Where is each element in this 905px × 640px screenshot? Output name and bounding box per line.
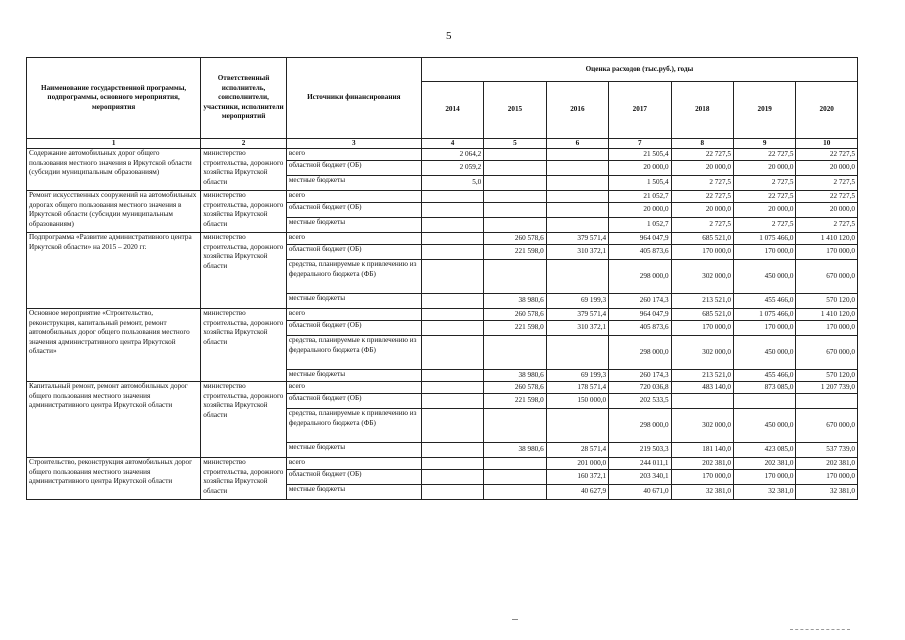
amount-cell (421, 218, 483, 233)
header-column-numbers (27, 139, 858, 149)
amount-cell: 244 011,1 (609, 458, 671, 470)
amount-cell: 69 199,3 (546, 370, 608, 382)
scan-mark (790, 629, 850, 631)
amount-cell: 170 000,0 (671, 321, 733, 336)
amount-cell (421, 409, 483, 443)
amount-cell: 170 000,0 (796, 470, 858, 485)
header-source: Источники финансирования (286, 58, 421, 139)
activity-name: Основное мероприятие «Строительство, реконструкция, капитальный ремонт, ремонт автомобильных дорог общего пользования местного значения административного центра Иркутской области» (27, 309, 201, 382)
amount-cell (484, 176, 546, 191)
amount-cell (546, 409, 608, 443)
amount-cell (484, 409, 546, 443)
funding-source: всего (286, 233, 421, 245)
responsible-executor: министерство строительства, дорожного хозяйства Иркутской области (201, 309, 287, 382)
amount-cell (484, 260, 546, 294)
table-row (27, 309, 858, 321)
amount-cell (546, 260, 608, 294)
amount-cell: 28 571,4 (546, 443, 608, 458)
amount-cell (421, 370, 483, 382)
amount-cell (421, 458, 483, 470)
funding-source: областной бюджет (ОБ) (286, 321, 421, 336)
amount-cell (484, 191, 546, 203)
amount-cell: 405 873,6 (609, 245, 671, 260)
amount-cell: 1 075 466,0 (733, 233, 795, 245)
table-row (27, 458, 858, 470)
amount-cell: 202 381,0 (671, 458, 733, 470)
amount-cell: 260 578,6 (484, 309, 546, 321)
amount-cell: 670 000,0 (796, 260, 858, 294)
amount-cell: 450 000,0 (733, 409, 795, 443)
amount-cell: 219 503,3 (609, 443, 671, 458)
responsible-executor: министерство строительства, дорожного хозяйства Иркутской области (201, 233, 287, 309)
amount-cell: 22 727,5 (796, 149, 858, 161)
funding-source: средства, планируемые к привлечению из федерального бюджета (ФБ) (286, 409, 421, 443)
amount-cell (546, 161, 608, 176)
responsible-executor: министерство строительства, дорожного хозяйства Иркутской области (201, 191, 287, 233)
amount-cell (484, 161, 546, 176)
amount-cell: 170 000,0 (733, 470, 795, 485)
amount-cell: 170 000,0 (796, 245, 858, 260)
amount-cell: 2 059,2 (421, 161, 483, 176)
activity-name: Строительство, реконструкция автомобильных дорог общего пользования местного значения административного центра Иркутской области (27, 458, 201, 500)
amount-cell: 160 372,1 (546, 470, 608, 485)
amount-cell: 302 000,0 (671, 336, 733, 370)
amount-cell: 170 000,0 (733, 245, 795, 260)
amount-cell: 310 372,1 (546, 321, 608, 336)
amount-cell (421, 470, 483, 485)
amount-cell: 20 000,0 (796, 203, 858, 218)
amount-cell (484, 470, 546, 485)
amount-cell: 21 505,4 (609, 149, 671, 161)
amount-cell: 2 727,5 (796, 176, 858, 191)
amount-cell: 2 727,5 (733, 218, 795, 233)
funding-source: местные бюджеты (286, 218, 421, 233)
funding-source: областной бюджет (ОБ) (286, 470, 421, 485)
table-row (27, 233, 858, 245)
amount-cell: 181 140,0 (671, 443, 733, 458)
amount-cell (671, 394, 733, 409)
amount-cell: 964 047,9 (609, 309, 671, 321)
amount-cell: 2 727,5 (671, 218, 733, 233)
amount-cell: 260 578,6 (484, 382, 546, 394)
amount-cell: 964 047,9 (609, 233, 671, 245)
activity-name: Капитальный ремонт, ремонт автомобильных дорог общего пользования местного значения административного центра Иркутской области (27, 382, 201, 458)
amount-cell: 260 578,6 (484, 233, 546, 245)
amount-cell (421, 485, 483, 500)
funding-source: всего (286, 191, 421, 203)
amount-cell: 20 000,0 (733, 203, 795, 218)
amount-cell: 40 671,0 (609, 485, 671, 500)
amount-cell: 298 000,0 (609, 260, 671, 294)
amount-cell: 873 085,0 (733, 382, 795, 394)
amount-cell: 1 505,4 (609, 176, 671, 191)
header-expenses: Оценка расходов (тыс.руб.), годы (421, 58, 857, 82)
header-column-number: 6 (546, 139, 608, 149)
header-column-number: 10 (796, 139, 858, 149)
amount-cell: 170 000,0 (671, 245, 733, 260)
funding-source: всего (286, 458, 421, 470)
amount-cell: 202 381,0 (796, 458, 858, 470)
amount-cell: 203 340,1 (609, 470, 671, 485)
amount-cell: 302 000,0 (671, 260, 733, 294)
funding-source: местные бюджеты (286, 370, 421, 382)
amount-cell (484, 203, 546, 218)
amount-cell: 20 000,0 (796, 161, 858, 176)
amount-cell: 22 727,5 (671, 191, 733, 203)
header-year: 2017 (609, 82, 671, 139)
amount-cell: 405 873,6 (609, 321, 671, 336)
funding-source: местные бюджеты (286, 294, 421, 309)
page-number: 5 (446, 30, 452, 42)
amount-cell (484, 485, 546, 500)
header-name: Наименование государственной программы, подпрограммы, основного мероприятия, мероприятия (27, 58, 201, 139)
header-column-number: 2 (201, 139, 287, 149)
amount-cell (546, 149, 608, 161)
amount-cell (421, 203, 483, 218)
amount-cell: 379 571,4 (546, 233, 608, 245)
header-column-number: 8 (671, 139, 733, 149)
funding-source: всего (286, 149, 421, 161)
header-year: 2014 (421, 82, 483, 139)
amount-cell: 22 727,5 (796, 191, 858, 203)
header-column-number: 5 (484, 139, 546, 149)
amount-cell: 213 521,0 (671, 294, 733, 309)
amount-cell: 20 000,0 (733, 161, 795, 176)
table-row (27, 149, 858, 161)
amount-cell: 170 000,0 (671, 470, 733, 485)
funding-source: областной бюджет (ОБ) (286, 161, 421, 176)
amount-cell (421, 260, 483, 294)
amount-cell: 670 000,0 (796, 336, 858, 370)
header-year: 2018 (671, 82, 733, 139)
amount-cell: 21 052,7 (609, 191, 671, 203)
funding-source: местные бюджеты (286, 485, 421, 500)
amount-cell: 455 466,0 (733, 370, 795, 382)
amount-cell (421, 394, 483, 409)
header-column-number: 4 (421, 139, 483, 149)
amount-cell: 298 000,0 (609, 336, 671, 370)
header-column-number: 9 (733, 139, 795, 149)
amount-cell: 201 000,0 (546, 458, 608, 470)
amount-cell: 1 052,7 (609, 218, 671, 233)
amount-cell: 2 727,5 (733, 176, 795, 191)
amount-cell: 69 199,3 (546, 294, 608, 309)
amount-cell (421, 443, 483, 458)
funding-source: областной бюджет (ОБ) (286, 394, 421, 409)
amount-cell: 221 598,0 (484, 321, 546, 336)
amount-cell: 221 598,0 (484, 394, 546, 409)
table-body (27, 149, 858, 500)
amount-cell: 202 533,5 (609, 394, 671, 409)
amount-cell: 455 466,0 (733, 294, 795, 309)
amount-cell: 32 381,0 (796, 485, 858, 500)
amount-cell (484, 458, 546, 470)
amount-cell: 570 120,0 (796, 370, 858, 382)
header-year: 2016 (546, 82, 608, 139)
amount-cell: 20 000,0 (671, 203, 733, 218)
amount-cell (546, 218, 608, 233)
header-column-number: 1 (27, 139, 201, 149)
amount-cell: 38 980,6 (484, 370, 546, 382)
amount-cell: 22 727,5 (733, 191, 795, 203)
funding-source: местные бюджеты (286, 176, 421, 191)
amount-cell: 379 571,4 (546, 309, 608, 321)
amount-cell: 5,0 (421, 176, 483, 191)
amount-cell: 537 739,0 (796, 443, 858, 458)
amount-cell: 302 000,0 (671, 409, 733, 443)
amount-cell: 2 727,5 (671, 176, 733, 191)
amount-cell: 670 000,0 (796, 409, 858, 443)
amount-cell: 20 000,0 (609, 161, 671, 176)
amount-cell: 38 980,6 (484, 443, 546, 458)
amount-cell: 32 381,0 (733, 485, 795, 500)
amount-cell (421, 245, 483, 260)
amount-cell (484, 218, 546, 233)
activity-name: Содержание автомобильных дорог общего пользования местного значения в Иркутской области (субсидии муниципальным образованиям) (27, 149, 201, 191)
responsible-executor: министерство строительства, дорожного хозяйства Иркутской области (201, 458, 287, 500)
amount-cell: 260 174,3 (609, 294, 671, 309)
amount-cell (484, 149, 546, 161)
amount-cell: 1 410 120,0 (796, 309, 858, 321)
amount-cell (421, 309, 483, 321)
funding-source: местные бюджеты (286, 443, 421, 458)
amount-cell (421, 336, 483, 370)
amount-cell (421, 191, 483, 203)
amount-cell: 202 381,0 (733, 458, 795, 470)
funding-source: областной бюджет (ОБ) (286, 245, 421, 260)
amount-cell: 570 120,0 (796, 294, 858, 309)
amount-cell (546, 203, 608, 218)
header-column-number: 3 (286, 139, 421, 149)
amount-cell: 150 000,0 (546, 394, 608, 409)
activity-name: Ремонт искусственных сооружений на автомобильных дорогах общего пользования местного значения в Иркутской области (субсидии муниципальным образованиям) (27, 191, 201, 233)
amount-cell: 170 000,0 (796, 321, 858, 336)
amount-cell (546, 191, 608, 203)
amount-cell: 20 000,0 (609, 203, 671, 218)
table-row (27, 382, 858, 394)
amount-cell: 298 000,0 (609, 409, 671, 443)
amount-cell: 1 410 120,0 (796, 233, 858, 245)
amount-cell: 450 000,0 (733, 260, 795, 294)
amount-cell: 40 627,9 (546, 485, 608, 500)
funding-source: средства, планируемые к привлечению из федерального бюджета (ФБ) (286, 336, 421, 370)
amount-cell: 450 000,0 (733, 336, 795, 370)
amount-cell: 483 140,0 (671, 382, 733, 394)
funding-source: средства, планируемые к привлечению из федерального бюджета (ФБ) (286, 260, 421, 294)
amount-cell (421, 233, 483, 245)
table-header (27, 58, 858, 149)
amount-cell: 221 598,0 (484, 245, 546, 260)
amount-cell (733, 394, 795, 409)
table-row (27, 191, 858, 203)
amount-cell: 178 571,4 (546, 382, 608, 394)
amount-cell: 38 980,6 (484, 294, 546, 309)
amount-cell: 2 727,5 (796, 218, 858, 233)
amount-cell: 213 521,0 (671, 370, 733, 382)
amount-cell: 720 036,8 (609, 382, 671, 394)
amount-cell (546, 176, 608, 191)
amount-cell: 2 064,2 (421, 149, 483, 161)
amount-cell (421, 294, 483, 309)
activity-name: Подпрограмма «Развитие административного центра Иркутской области» на 2015 – 2020 гг. (27, 233, 201, 309)
amount-cell: 20 000,0 (671, 161, 733, 176)
header-year: 2020 (796, 82, 858, 139)
amount-cell (546, 336, 608, 370)
responsible-executor: министерство строительства, дорожного хозяйства Иркутской области (201, 149, 287, 191)
header-year: 2019 (733, 82, 795, 139)
header-column-number: 7 (609, 139, 671, 149)
scan-dash (512, 619, 518, 620)
amount-cell: 1 207 739,0 (796, 382, 858, 394)
amount-cell: 685 521,0 (671, 309, 733, 321)
header-responsible: Ответственный исполнитель, соисполнители, участники, исполнители мероприятий (201, 58, 287, 139)
amount-cell: 260 174,3 (609, 370, 671, 382)
amount-cell (484, 336, 546, 370)
amount-cell: 423 085,0 (733, 443, 795, 458)
amount-cell (796, 394, 858, 409)
amount-cell: 1 075 466,0 (733, 309, 795, 321)
amount-cell (421, 321, 483, 336)
budget-table (26, 57, 858, 500)
funding-source: всего (286, 382, 421, 394)
responsible-executor: министерство строительства, дорожного хозяйства Иркутской области (201, 382, 287, 458)
amount-cell: 310 372,1 (546, 245, 608, 260)
amount-cell: 22 727,5 (671, 149, 733, 161)
funding-source: областной бюджет (ОБ) (286, 203, 421, 218)
funding-source: всего (286, 309, 421, 321)
amount-cell (421, 382, 483, 394)
amount-cell: 170 000,0 (733, 321, 795, 336)
amount-cell: 32 381,0 (671, 485, 733, 500)
header-year: 2015 (484, 82, 546, 139)
amount-cell: 22 727,5 (733, 149, 795, 161)
amount-cell: 685 521,0 (671, 233, 733, 245)
